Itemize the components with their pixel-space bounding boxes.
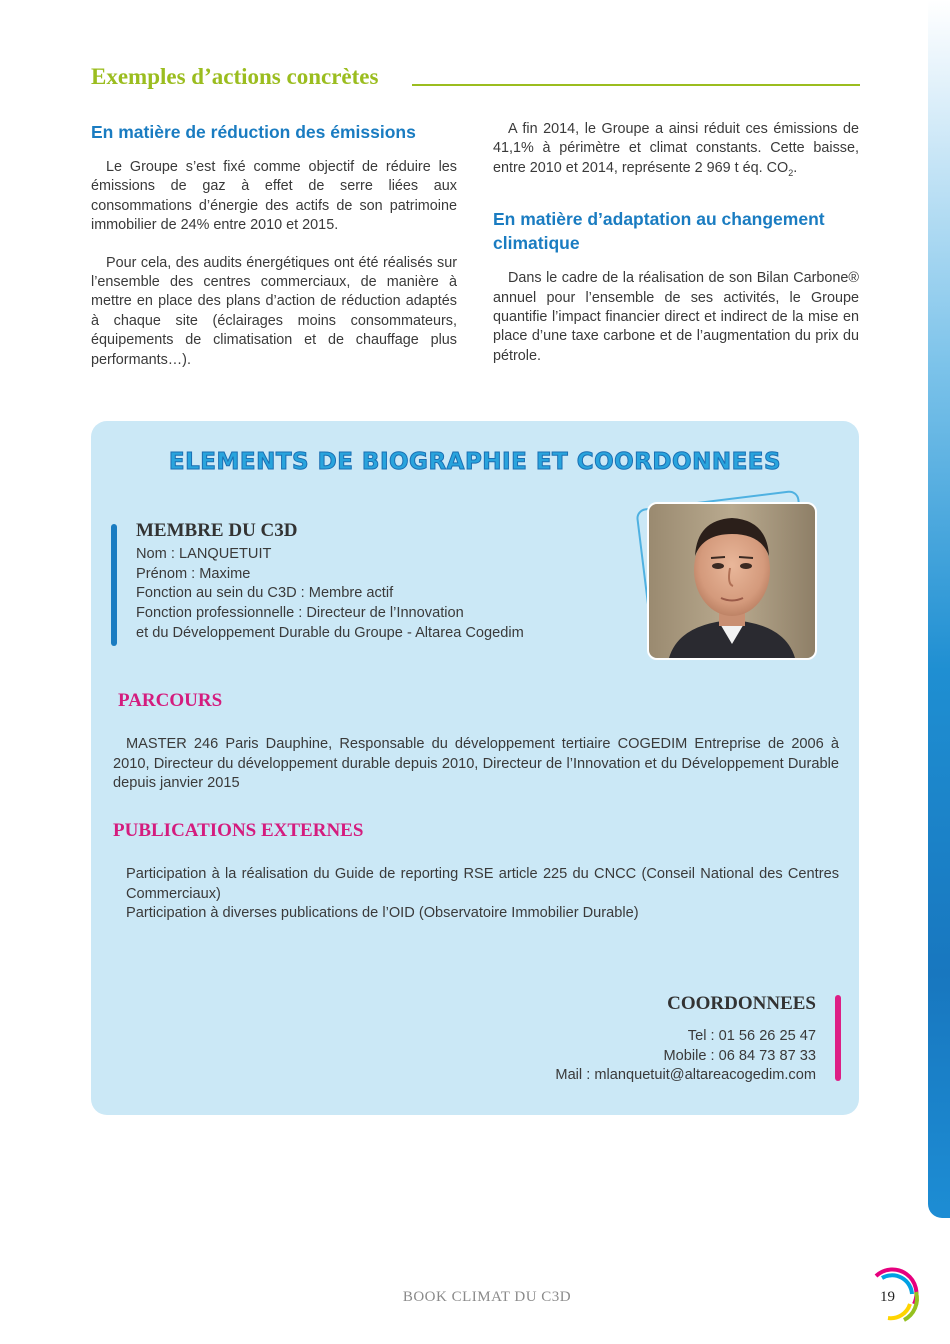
left-column-heading: En matière de réduction des émissions xyxy=(91,122,416,142)
coord-lines xyxy=(555,1027,816,1086)
portrait-photo xyxy=(647,502,817,660)
left-paragraph-2: Pour cela, des audits énergétiques ont été réalisés sur l’ensemble des centres commerciaux, de manière à mettre en place des plans d’action de réduction adaptés à chaque site (éclairages moins consommateurs, équipements de climatisation et de chauffage plus performants…). xyxy=(91,254,457,368)
coord-mobile: Mobile : 06 84 73 87 33 xyxy=(663,1047,816,1064)
right-intro-text: A fin 2014, le Groupe a ainsi réduit ces émissions de 41,1% à périmètre et climat constants. Cette baisse, entre 2010 et 2014, représente 2 969 t éq. CO xyxy=(493,121,859,176)
right-column xyxy=(493,120,859,366)
right-column-heading: En matière d’adaptation au changement climatique xyxy=(493,209,825,254)
coord-tel: Tel : 01 56 26 25 47 xyxy=(687,1028,816,1044)
section-title-rule xyxy=(412,84,860,86)
co2-subscript: 2 xyxy=(788,167,794,178)
publication-item-2: Participation à diverses publications de l’OID (Observatoire Immobilier Durable) xyxy=(126,905,639,921)
member-line-job-cont: et du Développement Durable du Groupe - Altarea Cogedim xyxy=(136,625,524,641)
page-number: 19 xyxy=(880,1289,895,1305)
publications-list xyxy=(126,865,839,924)
member-line-firstname: Prénom : Maxime xyxy=(136,565,251,582)
member-line-name: Nom : LANQUETUIT xyxy=(136,546,272,562)
member-line-c3d-role: Fonction au sein du C3D : Membre actif xyxy=(136,585,394,601)
right-intro-end: . xyxy=(793,159,798,176)
coord-heading: COORDONNEES xyxy=(667,993,816,1014)
section-title: Exemples d’actions concrètes xyxy=(91,64,379,89)
bio-card-title: ELEMENTS DE BIOGRAPHIE ET COORDONNEES xyxy=(168,449,782,475)
coord-mail: Mail : mlanquetuit@altareacogedim.com xyxy=(555,1067,816,1083)
coord-accent-bar xyxy=(835,995,841,1081)
publication-item-1: Participation à la réalisation du Guide de reporting RSE article 225 du CNCC (Conseil National des Centres Commerciaux) xyxy=(126,866,839,902)
publications-heading: PUBLICATIONS EXTERNES xyxy=(113,820,364,841)
member-accent-bar xyxy=(111,524,117,646)
member-heading: MEMBRE DU C3D xyxy=(136,520,298,541)
side-decoration-bar xyxy=(928,0,950,1218)
right-intro-paragraph xyxy=(493,120,859,183)
bio-card xyxy=(91,421,859,1115)
member-block xyxy=(136,519,524,644)
footer-book-title: BOOK CLIMAT DU C3D xyxy=(402,1289,572,1305)
parcours-heading: PARCOURS xyxy=(118,690,223,711)
member-line-job: Fonction professionnelle : Directeur de l’Innovation xyxy=(136,604,464,621)
right-paragraph: Dans le cadre de la réalisation de son Bilan Carbone® annuel pour l’ensemble de ses activités, le Groupe quantifie l’impact financier direct et indirect de la mise en place d’une taxe carbone et de l’augmentation du prix du pétrole. xyxy=(493,270,859,364)
parcours-text: MASTER 246 Paris Dauphine, Responsable du développement tertiaire COGEDIM Entreprise de 2006 à 2010, Directeur du développement durable depuis 2010, Directeur de l’Innovation et du Développement Durable depuis janvier 2015 xyxy=(113,736,839,791)
left-column xyxy=(91,120,457,370)
left-paragraph-1: Le Groupe s’est fixé comme objectif de réduire les émissions de gaz à effet de serre liées aux consommations d’énergie des actifs de son patrimoine immobilier de 24% entre 2010 et 2015. xyxy=(91,159,457,234)
